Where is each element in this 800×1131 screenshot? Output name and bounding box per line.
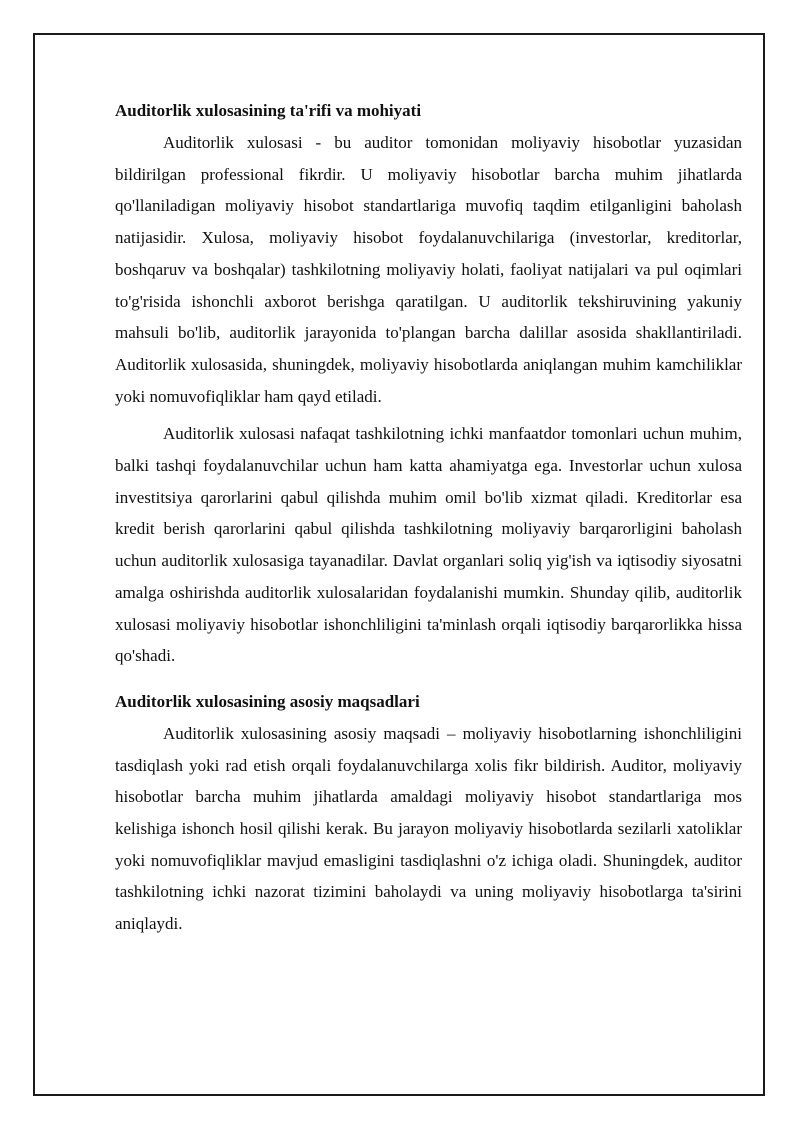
document-body	[115, 97, 742, 946]
section-heading-goals: Auditorlik xulosasining asosiy maqsadlari	[115, 691, 420, 711]
paragraph-definition-2: Auditorlik xulosasi nafaqat tashkilotning ichki manfaatdor tomonlari uchun muhim, balki tashqi foydalanuvchilar uchun ham katta ahamiyatga ega. Investorlar uchun xulosa investitsiya qarorlarini qabul qilishda muhim omil bo'lib xizmat qiladi. Kreditorlar esa kredit berish qarorlarini qabul qilishda tashkilotning moliyaviy barqarorligini baholash uchun auditorlik xulosasiga tayanadilar. Davlat organlari soliq yig'ish va iqtisodiy siyosatni amalga oshirishda auditorlik xulosalaridan foydalanishi mumkin. Shunday qilib, auditorlik xulosasi moliyaviy hisobotlar ishonchliligini ta'minlash orqali iqtisodiy barqarorlikka hissa qo'shadi.	[115, 424, 742, 666]
section-heading-definition: Auditorlik xulosasining ta'rifi va mohiyati	[115, 101, 422, 120]
paragraph-goals-1: Auditorlik xulosasining asosiy maqsadi – moliyaviy hisobotlarning ishonchliligini tasdiqlash yoki rad etish orqali foydalanuvchilarga xolis fikr bildirish. Auditor, moliyaviy hisobotlar barcha muhim jihatlarda amaldagi moliyaviy hisobot standartlariga mos kelishiga ishonch hosil qilishi kerak. Bu jarayon moliyaviy hisobotlarda sezilarli xatoliklar yoki nomuvofiqliklar mavjud emasligini tasdiqlashni o'z ichiga oladi. Shuningdek, auditor tashkilotning ichki nazorat tizimini baholaydi va uning moliyaviy hisobotlarga ta'sirini aniqlaydi.	[115, 723, 742, 934]
paragraph-definition-1: Auditorlik xulosasi - bu auditor tomonidan moliyaviy hisobotlar yuzasidan bildirilgan professional fikrdir. U moliyaviy hisobotlar barcha muhim jihatlarda qo'llaniladigan moliyaviy hisobot standartlariga muvofiq taqdim etilganligini baholash natijasidir. Xulosa, moliyaviy hisobot foydalanuvchilariga (investorlar, kreditorlar, boshqaruv va boshqalar) tashkilotning moliyaviy holati, faoliyat natijalari va pul oqimlari to'g'risida ishonchli axborot berishga qaratilgan. U auditorlik tekshiruvining yakuniy mahsuli bo'lib, auditorlik jarayonida to'plangan barcha dalillar asosida shakllantiriladi. Auditorlik xulosasida, shuningdek, moliyaviy hisobotlarda aniqlangan muhim kamchiliklar yoki nomuvofiqliklar ham qayd etiladi.	[115, 133, 742, 406]
